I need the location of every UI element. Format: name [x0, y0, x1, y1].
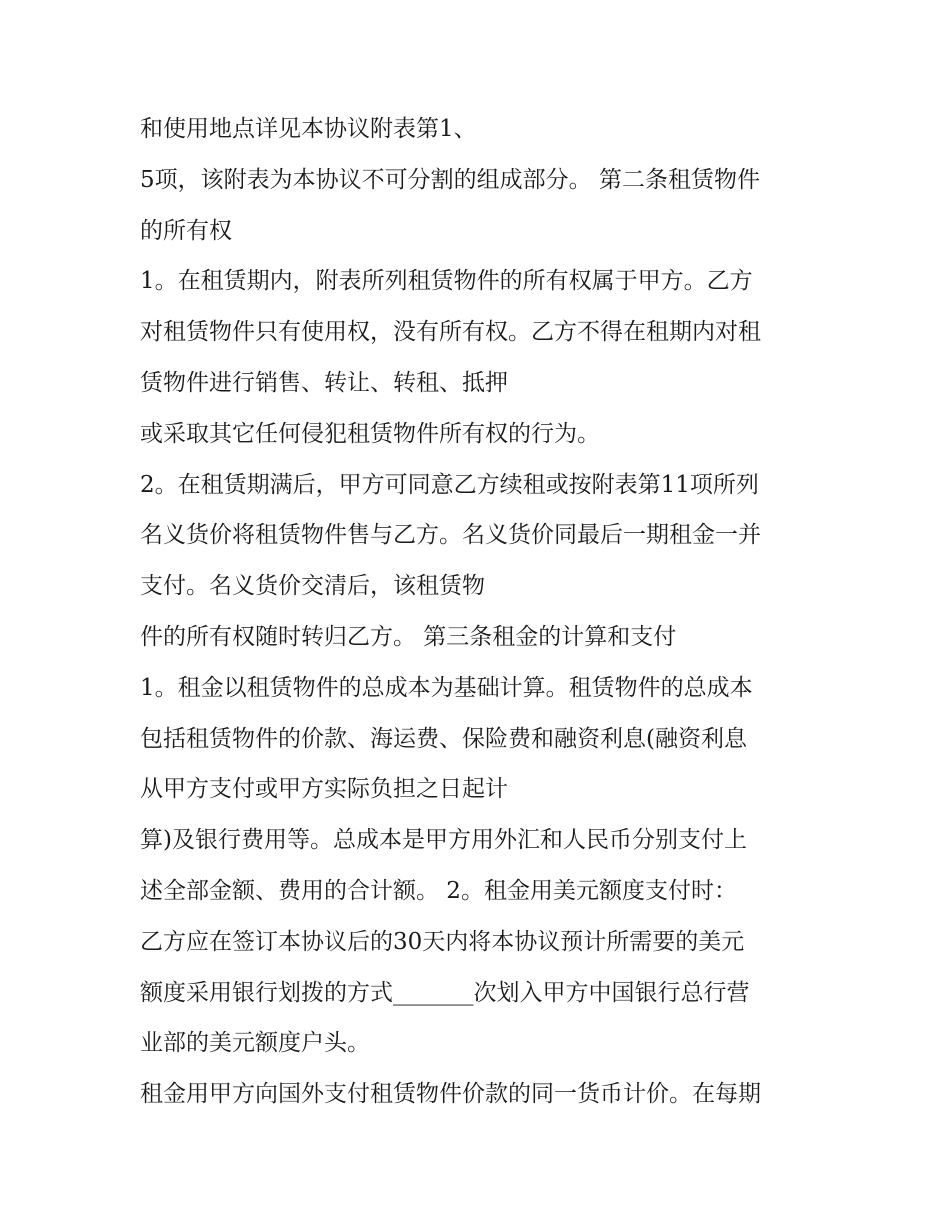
text-line: 算)及银行费用等。总成本是甲方用外汇和人民币分别支付上 [140, 827, 747, 854]
text-line: 乙方应在签订本协议后的30天内将本协议预计所需要的美元 [140, 928, 745, 955]
text-line: 支付。名义货价交清后，该租赁物 [140, 573, 485, 600]
text-line: 包括租赁物件的价款、海运费、保险费和融资利息(融资利息 [140, 725, 747, 752]
text-line: 和使用地点详见本协议附表第1、 [140, 116, 477, 142]
document-body [140, 104, 830, 1120]
text-line: 或采取其它任何侵犯租赁物件所有权的行为。 [140, 420, 600, 447]
text-line: 从甲方支付或甲方实际负担之日起计 [140, 776, 508, 803]
text-line: 赁物件进行销售、转让、转租、抵押 [140, 369, 508, 396]
text-line: 租金用甲方向国外支付租赁物件价款的同一货币计价。在每期 [140, 1081, 761, 1108]
text-line: 1。在租赁期内，附表所列租赁物件的所有权属于甲方。乙方 [140, 268, 753, 295]
text-line: 5项，该附表为本协议不可分割的组成部分。 第二条租赁物件 [140, 166, 760, 193]
text-line: 名义货价将租赁物件售与乙方。名义货价同最后一期租金一并 [140, 522, 761, 549]
text-line: 件的所有权随时转归乙方。 第三条租金的计算和支付 [140, 623, 677, 650]
text-line: 1。租金以租赁物件的总成本为基础计算。租赁物件的总成本 [140, 674, 753, 701]
text-line: 业部的美元额度户头。 [140, 1030, 370, 1057]
text-line: 对租赁物件只有使用权，没有所有权。乙方不得在租期内对租 [140, 319, 761, 346]
text-line: 2。在租赁期满后，甲方可同意乙方续租或按附表第11项所列 [140, 471, 759, 498]
text-line: 额度采用银行划拨的方式_______次划入甲方中国银行总行营 [140, 979, 750, 1006]
text-line: 的所有权 [140, 217, 232, 244]
text-line: 述全部金额、费用的合计额。 2。租金用美元额度支付时： [140, 877, 737, 904]
